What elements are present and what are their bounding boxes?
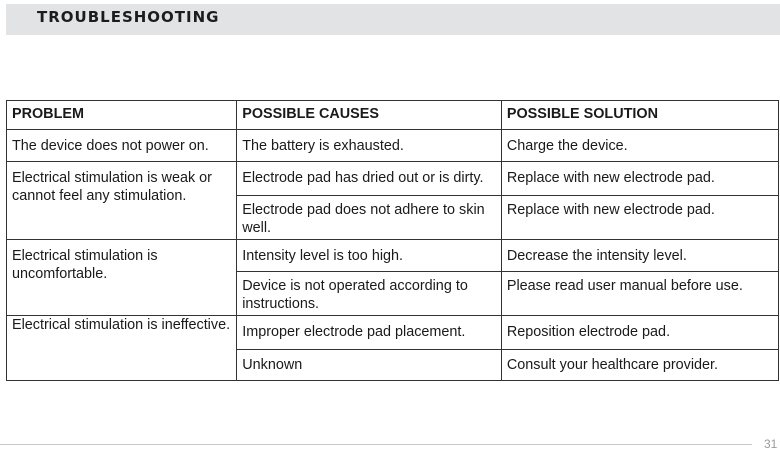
- column-header-problem: PROBLEM: [7, 101, 237, 130]
- cause-cell: Improper electrode pad placement.: [237, 316, 502, 350]
- solution-cell: Please read user manual before use.: [501, 272, 778, 316]
- page-number: 31: [764, 437, 778, 451]
- cause-cell: Electrode pad does not adhere to skin well.: [237, 196, 502, 240]
- problem-cell: Electrical stimulation is uncomfortable.: [7, 240, 237, 316]
- problem-cell: The device does not power on.: [7, 130, 237, 162]
- solution-cell: Reposition electrode pad.: [501, 316, 778, 350]
- troubleshooting-table: [6, 100, 779, 381]
- problem-cell: Electrical stimulation is ineffective.: [7, 316, 237, 381]
- column-header-solution: POSSIBLE SOLUTION: [501, 101, 778, 130]
- cause-cell: Electrode pad has dried out or is dirty.: [237, 162, 502, 196]
- solution-cell: Replace with new electrode pad.: [501, 162, 778, 196]
- table-row: [7, 162, 779, 196]
- column-header-causes: POSSIBLE CAUSES: [237, 101, 502, 130]
- cause-cell: Intensity level is too high.: [237, 240, 502, 272]
- footer-divider: [0, 444, 752, 445]
- cause-cell: Device is not operated according to instructions.: [237, 272, 502, 316]
- solution-cell: Consult your healthcare provider.: [501, 350, 778, 381]
- table-row: [7, 130, 779, 162]
- table-row: [7, 316, 779, 350]
- solution-cell: Charge the device.: [501, 130, 778, 162]
- problem-cell: Electrical stimulation is weak or cannot feel any stimulation.: [7, 162, 237, 240]
- solution-cell: Decrease the intensity level.: [501, 240, 778, 272]
- table-header-row: [7, 101, 779, 130]
- page-title: TROUBLESHOOTING: [37, 8, 220, 26]
- cause-cell: The battery is exhausted.: [237, 130, 502, 162]
- table-row: [7, 240, 779, 272]
- solution-cell: Replace with new electrode pad.: [501, 196, 778, 240]
- cause-cell: Unknown: [237, 350, 502, 381]
